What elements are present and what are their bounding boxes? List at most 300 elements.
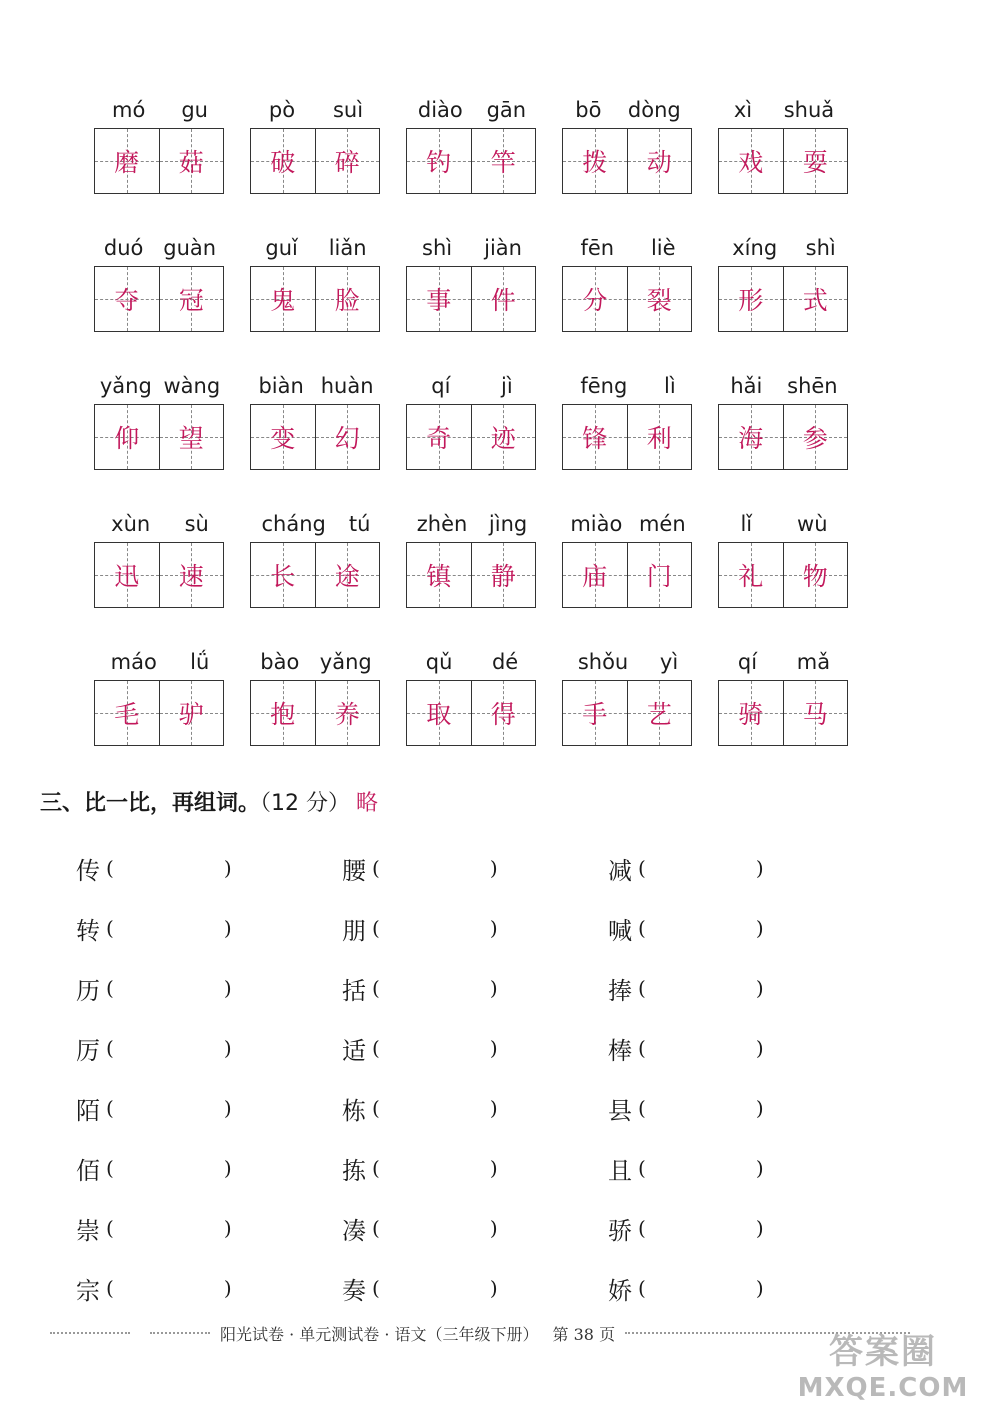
char-cell bbox=[407, 681, 471, 745]
word-item bbox=[246, 502, 402, 640]
pinyin-syllable: jì bbox=[501, 374, 513, 398]
blank-open-paren: ( bbox=[372, 976, 380, 1000]
compare-char: 佰 bbox=[76, 1156, 100, 1185]
compare-item bbox=[608, 1018, 874, 1078]
pinyin-syllable: lǘ bbox=[190, 650, 210, 674]
compare-item bbox=[608, 1078, 874, 1138]
answer-char: 手 bbox=[582, 700, 608, 729]
compare-item bbox=[608, 958, 874, 1018]
tianzige-box bbox=[250, 404, 380, 470]
compare-item bbox=[608, 1138, 874, 1198]
blank-close-paren: ) bbox=[755, 1276, 764, 1300]
tianzige-box bbox=[562, 680, 692, 746]
pinyin-line bbox=[250, 226, 382, 260]
pinyin-line bbox=[562, 88, 694, 122]
blank-open-paren: ( bbox=[638, 856, 646, 880]
tianzige-box bbox=[250, 266, 380, 332]
char-cell bbox=[407, 543, 471, 607]
answer-char: 参 bbox=[802, 424, 828, 453]
char-cell bbox=[627, 267, 692, 331]
compare-char: 转 bbox=[76, 916, 100, 945]
char-cell bbox=[251, 543, 315, 607]
answer-char: 分 bbox=[582, 286, 608, 315]
char-cell bbox=[719, 681, 783, 745]
word-item bbox=[714, 226, 870, 364]
compare-word-grid bbox=[76, 838, 836, 1318]
word-item bbox=[558, 502, 714, 640]
char-cell bbox=[251, 681, 315, 745]
answer-char: 竿 bbox=[490, 148, 516, 177]
answer-char: 毛 bbox=[114, 700, 140, 729]
answer-char: 式 bbox=[802, 286, 828, 315]
blank-open-paren: ( bbox=[106, 1276, 114, 1300]
answer-char: 裂 bbox=[646, 286, 672, 315]
char-cell bbox=[159, 681, 224, 745]
compare-char: 拣 bbox=[342, 1156, 366, 1185]
answer-char: 长 bbox=[270, 562, 296, 591]
answer-char: 幻 bbox=[334, 424, 360, 453]
compare-item bbox=[342, 1138, 608, 1198]
blank-close-paren: ) bbox=[489, 1276, 498, 1300]
tianzige-box bbox=[94, 404, 224, 470]
char-cell bbox=[95, 681, 159, 745]
blank-close-paren: ) bbox=[223, 1216, 232, 1240]
answer-char: 破 bbox=[270, 148, 296, 177]
char-cell bbox=[627, 543, 692, 607]
answer-char: 养 bbox=[334, 700, 360, 729]
char-cell bbox=[719, 267, 783, 331]
pinyin-line bbox=[718, 88, 850, 122]
pinyin-line bbox=[94, 88, 226, 122]
compare-char: 历 bbox=[76, 976, 100, 1005]
tianzige-box bbox=[718, 128, 848, 194]
pinyin-syllable: biàn bbox=[258, 374, 304, 398]
pinyin-line bbox=[406, 640, 538, 674]
section-3-answer: 略 bbox=[356, 791, 379, 816]
pinyin-line bbox=[94, 640, 226, 674]
pinyin-line bbox=[94, 502, 226, 536]
compare-item bbox=[342, 838, 608, 898]
blank-close-paren: ) bbox=[489, 1216, 498, 1240]
pinyin-line bbox=[406, 364, 538, 398]
char-cell bbox=[407, 267, 471, 331]
char-cell bbox=[251, 129, 315, 193]
tianzige-box bbox=[562, 404, 692, 470]
char-cell bbox=[563, 543, 627, 607]
answer-char: 形 bbox=[738, 286, 764, 315]
compare-item bbox=[76, 958, 342, 1018]
compare-char: 奏 bbox=[342, 1276, 366, 1305]
answer-char: 取 bbox=[426, 700, 452, 729]
pinyin-syllable: sù bbox=[184, 512, 209, 536]
compare-char: 喊 bbox=[608, 916, 632, 945]
word-item bbox=[90, 364, 246, 502]
blank-close-paren: ) bbox=[755, 856, 764, 880]
compare-char: 凑 bbox=[342, 1216, 366, 1245]
pinyin-syllable: huàn bbox=[320, 374, 374, 398]
tianzige-box bbox=[718, 266, 848, 332]
compare-item bbox=[342, 1258, 608, 1318]
answer-char: 迅 bbox=[114, 562, 140, 591]
answer-char: 物 bbox=[802, 562, 828, 591]
blank-open-paren: ( bbox=[372, 1096, 380, 1120]
pinyin-word-grid bbox=[90, 88, 870, 778]
section-3-title bbox=[40, 786, 378, 817]
char-cell bbox=[471, 681, 536, 745]
answer-char: 望 bbox=[178, 424, 204, 453]
tianzige-box bbox=[94, 542, 224, 608]
pinyin-syllable: yǎng bbox=[99, 374, 152, 398]
pinyin-line bbox=[562, 364, 694, 398]
word-item bbox=[558, 88, 714, 226]
word-item bbox=[402, 88, 558, 226]
pinyin-syllable: fēng bbox=[580, 374, 628, 398]
word-item bbox=[246, 364, 402, 502]
blank-open-paren: ( bbox=[372, 1276, 380, 1300]
blank-open-paren: ( bbox=[106, 1096, 114, 1120]
blank-close-paren: ) bbox=[489, 916, 498, 940]
compare-char: 宗 bbox=[76, 1276, 100, 1305]
pinyin-syllable: dé bbox=[491, 650, 519, 674]
answer-char: 拨 bbox=[582, 148, 608, 177]
blank-open-paren: ( bbox=[638, 1036, 646, 1060]
compare-item bbox=[608, 838, 874, 898]
char-cell bbox=[315, 405, 380, 469]
compare-item bbox=[608, 1258, 874, 1318]
compare-char: 棒 bbox=[608, 1036, 632, 1065]
compare-char: 减 bbox=[608, 856, 632, 885]
char-cell bbox=[471, 405, 536, 469]
answer-char: 得 bbox=[490, 700, 516, 729]
compare-item bbox=[342, 1078, 608, 1138]
pinyin-syllable: jìng bbox=[488, 512, 528, 536]
pinyin-syllable: xì bbox=[733, 98, 753, 122]
compare-char: 括 bbox=[342, 976, 366, 1005]
answer-char: 利 bbox=[646, 424, 672, 453]
pinyin-syllable: suì bbox=[332, 98, 364, 122]
pinyin-line bbox=[562, 502, 694, 536]
answer-char: 脸 bbox=[334, 286, 360, 315]
answer-char: 艺 bbox=[646, 700, 672, 729]
pinyin-syllable: mén bbox=[638, 512, 686, 536]
char-cell bbox=[783, 543, 848, 607]
compare-item bbox=[76, 898, 342, 958]
pinyin-syllable: máo bbox=[110, 650, 157, 674]
answer-char: 事 bbox=[426, 286, 452, 315]
compare-item bbox=[608, 1198, 874, 1258]
char-cell bbox=[719, 405, 783, 469]
char-cell bbox=[251, 405, 315, 469]
pinyin-syllable: pò bbox=[268, 98, 296, 122]
pinyin-syllable: yǎng bbox=[319, 650, 372, 674]
blank-open-paren: ( bbox=[638, 916, 646, 940]
compare-item bbox=[342, 958, 608, 1018]
pinyin-syllable: liǎn bbox=[328, 236, 367, 260]
pinyin-syllable: xíng bbox=[732, 236, 778, 260]
tianzige-box bbox=[94, 266, 224, 332]
tianzige-box bbox=[406, 128, 536, 194]
char-cell bbox=[407, 129, 471, 193]
word-item bbox=[558, 226, 714, 364]
compare-item bbox=[76, 1078, 342, 1138]
char-cell bbox=[159, 405, 224, 469]
pinyin-syllable: jiàn bbox=[484, 236, 522, 260]
blank-close-paren: ) bbox=[755, 1216, 764, 1240]
word-item bbox=[402, 640, 558, 778]
pinyin-line bbox=[250, 364, 382, 398]
compare-char: 骄 bbox=[608, 1216, 632, 1245]
blank-open-paren: ( bbox=[106, 1216, 114, 1240]
answer-char: 耍 bbox=[802, 148, 828, 177]
char-cell bbox=[315, 129, 380, 193]
char-cell bbox=[471, 267, 536, 331]
answer-char: 海 bbox=[738, 424, 764, 453]
char-cell bbox=[783, 681, 848, 745]
tianzige-box bbox=[718, 404, 848, 470]
char-cell bbox=[471, 543, 536, 607]
char-cell bbox=[563, 681, 627, 745]
answer-char: 磨 bbox=[114, 148, 140, 177]
tianzige-box bbox=[406, 680, 536, 746]
pinyin-syllable: qǔ bbox=[425, 650, 453, 674]
pinyin-line bbox=[250, 88, 382, 122]
blank-close-paren: ) bbox=[755, 976, 764, 1000]
pinyin-line bbox=[406, 88, 538, 122]
pinyin-syllable: bō bbox=[575, 98, 602, 122]
pinyin-syllable: shuǎ bbox=[783, 98, 835, 122]
word-item bbox=[714, 640, 870, 778]
compare-char: 捧 bbox=[608, 976, 632, 1005]
pinyin-syllable: lì bbox=[663, 374, 676, 398]
word-item bbox=[402, 502, 558, 640]
answer-char: 鬼 bbox=[270, 286, 296, 315]
pinyin-syllable: shì bbox=[805, 236, 836, 260]
char-cell bbox=[95, 543, 159, 607]
blank-close-paren: ) bbox=[755, 1156, 764, 1180]
pinyin-syllable: bào bbox=[260, 650, 300, 674]
page-number: 第 38 页 bbox=[552, 1324, 616, 1344]
char-cell bbox=[627, 129, 692, 193]
blank-close-paren: ) bbox=[223, 976, 232, 1000]
char-cell bbox=[719, 543, 783, 607]
blank-close-paren: ) bbox=[223, 1156, 232, 1180]
pinyin-syllable: miào bbox=[570, 512, 623, 536]
answer-char: 礼 bbox=[738, 562, 764, 591]
blank-open-paren: ( bbox=[638, 1096, 646, 1120]
char-cell bbox=[627, 405, 692, 469]
char-cell bbox=[783, 267, 848, 331]
watermark-line1: 答案圈 bbox=[829, 1332, 937, 1372]
blank-open-paren: ( bbox=[372, 1036, 380, 1060]
blank-open-paren: ( bbox=[372, 856, 380, 880]
pinyin-syllable: wù bbox=[797, 512, 828, 536]
word-item bbox=[558, 364, 714, 502]
pinyin-syllable: diào bbox=[417, 98, 463, 122]
word-item bbox=[558, 640, 714, 778]
word-item bbox=[90, 640, 246, 778]
pinyin-syllable: wàng bbox=[163, 374, 221, 398]
word-item bbox=[246, 88, 402, 226]
char-cell bbox=[95, 267, 159, 331]
word-item bbox=[714, 364, 870, 502]
compare-char: 适 bbox=[342, 1036, 366, 1065]
blank-open-paren: ( bbox=[638, 1216, 646, 1240]
blank-open-paren: ( bbox=[106, 856, 114, 880]
pinyin-syllable: fēn bbox=[580, 236, 615, 260]
compare-item bbox=[76, 1138, 342, 1198]
pinyin-syllable: cháng bbox=[261, 512, 326, 536]
blank-open-paren: ( bbox=[638, 1276, 646, 1300]
word-item bbox=[402, 364, 558, 502]
pinyin-line bbox=[718, 364, 850, 398]
answer-char: 变 bbox=[270, 424, 296, 453]
answer-char: 碎 bbox=[334, 148, 360, 177]
blank-open-paren: ( bbox=[106, 1156, 114, 1180]
blank-close-paren: ) bbox=[489, 856, 498, 880]
word-item bbox=[714, 88, 870, 226]
watermark-logo bbox=[788, 1324, 978, 1402]
word-item bbox=[714, 502, 870, 640]
char-cell bbox=[315, 267, 380, 331]
tianzige-box bbox=[562, 266, 692, 332]
compare-char: 厉 bbox=[76, 1036, 100, 1065]
tianzige-box bbox=[250, 128, 380, 194]
section-3-score: （12 分） bbox=[260, 791, 351, 816]
answer-char: 抱 bbox=[270, 700, 296, 729]
blank-close-paren: ) bbox=[223, 1276, 232, 1300]
pinyin-syllable: zhèn bbox=[416, 512, 468, 536]
answer-char: 镇 bbox=[426, 562, 452, 591]
blank-open-paren: ( bbox=[372, 1216, 380, 1240]
footer-title: 阳光试卷 · 单元测试卷 · 语文（三年级下册） bbox=[220, 1324, 539, 1344]
answer-char: 途 bbox=[334, 562, 360, 591]
pinyin-line bbox=[406, 502, 538, 536]
answer-char: 奇 bbox=[426, 424, 452, 453]
blank-close-paren: ) bbox=[489, 1156, 498, 1180]
pinyin-line bbox=[250, 502, 382, 536]
pinyin-syllable: guǐ bbox=[265, 236, 298, 260]
compare-char: 传 bbox=[76, 856, 100, 885]
tianzige-box bbox=[94, 680, 224, 746]
blank-close-paren: ) bbox=[223, 916, 232, 940]
word-item bbox=[246, 226, 402, 364]
blank-open-paren: ( bbox=[106, 976, 114, 1000]
word-item bbox=[246, 640, 402, 778]
compare-item bbox=[76, 838, 342, 898]
answer-char: 骑 bbox=[738, 700, 764, 729]
blank-open-paren: ( bbox=[638, 976, 646, 1000]
char-cell bbox=[159, 267, 224, 331]
pinyin-syllable: qí bbox=[431, 374, 451, 398]
pinyin-syllable: shēn bbox=[787, 374, 838, 398]
tianzige-box bbox=[406, 404, 536, 470]
blank-open-paren: ( bbox=[106, 916, 114, 940]
answer-char: 菇 bbox=[178, 148, 204, 177]
answer-char: 驴 bbox=[178, 700, 204, 729]
answer-char: 速 bbox=[178, 562, 204, 591]
word-item bbox=[90, 502, 246, 640]
answer-char: 门 bbox=[646, 562, 672, 591]
char-cell bbox=[783, 405, 848, 469]
compare-char: 县 bbox=[608, 1096, 632, 1125]
answer-char: 钓 bbox=[426, 148, 452, 177]
compare-char: 陌 bbox=[76, 1096, 100, 1125]
blank-open-paren: ( bbox=[638, 1156, 646, 1180]
answer-char: 迹 bbox=[490, 424, 516, 453]
pinyin-syllable: gu bbox=[181, 98, 208, 122]
char-cell bbox=[719, 129, 783, 193]
char-cell bbox=[563, 405, 627, 469]
pinyin-syllable: dòng bbox=[627, 98, 681, 122]
char-cell bbox=[159, 129, 224, 193]
char-cell bbox=[627, 681, 692, 745]
char-cell bbox=[563, 129, 627, 193]
blank-close-paren: ) bbox=[223, 856, 232, 880]
char-cell bbox=[251, 267, 315, 331]
pinyin-syllable: hǎi bbox=[730, 374, 763, 398]
char-cell bbox=[159, 543, 224, 607]
footer-dots-left bbox=[50, 1332, 130, 1334]
compare-char: 栋 bbox=[342, 1096, 366, 1125]
pinyin-syllable: guàn bbox=[163, 236, 217, 260]
char-cell bbox=[563, 267, 627, 331]
pinyin-syllable: liè bbox=[650, 236, 676, 260]
pinyin-syllable: mǎ bbox=[796, 650, 831, 674]
pinyin-line bbox=[250, 640, 382, 674]
tianzige-box bbox=[94, 128, 224, 194]
compare-char: 且 bbox=[608, 1156, 632, 1185]
compare-char: 娇 bbox=[608, 1276, 632, 1305]
compare-char: 腰 bbox=[342, 856, 366, 885]
pinyin-line bbox=[562, 226, 694, 260]
blank-close-paren: ) bbox=[755, 916, 764, 940]
answer-char: 锋 bbox=[582, 424, 608, 453]
pinyin-syllable: qí bbox=[737, 650, 758, 674]
word-item bbox=[90, 226, 246, 364]
tianzige-box bbox=[562, 542, 692, 608]
answer-char: 庙 bbox=[582, 562, 608, 591]
pinyin-syllable: shǒu bbox=[577, 650, 629, 674]
tianzige-box bbox=[250, 680, 380, 746]
word-item bbox=[402, 226, 558, 364]
answer-char: 仰 bbox=[114, 424, 140, 453]
blank-close-paren: ) bbox=[755, 1036, 764, 1060]
compare-item bbox=[342, 1198, 608, 1258]
pinyin-syllable: mó bbox=[112, 98, 146, 122]
answer-char: 动 bbox=[646, 148, 672, 177]
char-cell bbox=[315, 681, 380, 745]
pinyin-syllable: lǐ bbox=[740, 512, 753, 536]
tianzige-box bbox=[718, 542, 848, 608]
compare-item bbox=[342, 898, 608, 958]
pinyin-line bbox=[562, 640, 694, 674]
char-cell bbox=[315, 543, 380, 607]
watermark-line2: MXQE.COM bbox=[797, 1373, 969, 1403]
pinyin-syllable: xùn bbox=[111, 512, 151, 536]
pinyin-syllable: gān bbox=[486, 98, 527, 122]
char-cell bbox=[95, 129, 159, 193]
compare-item bbox=[608, 898, 874, 958]
char-cell bbox=[95, 405, 159, 469]
pinyin-line bbox=[718, 502, 850, 536]
blank-close-paren: ) bbox=[223, 1096, 232, 1120]
pinyin-syllable: duó bbox=[103, 236, 144, 260]
tianzige-box bbox=[406, 266, 536, 332]
compare-char: 朋 bbox=[342, 916, 366, 945]
pinyin-syllable: yì bbox=[659, 650, 679, 674]
char-cell bbox=[471, 129, 536, 193]
word-item bbox=[90, 88, 246, 226]
